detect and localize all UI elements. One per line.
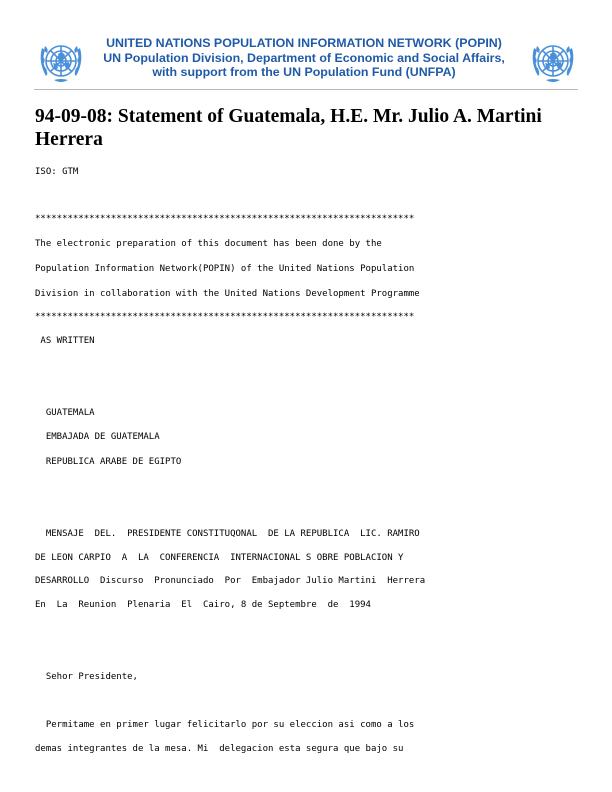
un-emblem-icon [36, 36, 86, 86]
header-line-support: with support from the UN Population Fund (UNFPA) [152, 65, 456, 80]
body-line: EMBAJADA DE GUATEMALA [35, 432, 160, 442]
body-line: The electronic preparation of this document has been done by the [35, 239, 382, 249]
header-line-organization: UNITED NATIONS POPULATION INFORMATION NETWORK (POPIN) [106, 36, 502, 50]
popin-header [30, 34, 578, 88]
body-line: Permitame en primer lugar felicitarlo por su eleccion asi como a los [35, 720, 415, 730]
body-line: REPUBLICA ARABE DE EGIPTO [35, 457, 182, 467]
header-divider [34, 89, 578, 90]
header-text [90, 36, 518, 80]
body-line: En La Reunion Plenaria El Cairo, 8 de Septembre de 1994 [35, 600, 371, 610]
page-title: 94-09-08: Statement of Guatemala, H.E. Mr. Julio A. Martini Herrera [35, 106, 542, 150]
iso-code: ISO: GTM [35, 167, 79, 177]
body-line: DESARROLLO Discurso Pronunciado Por Embajador Julio Martini Herrera [35, 576, 426, 586]
body-line: Division in collaboration with the United Nations Development Programme [35, 289, 420, 299]
separator-line: ********************************************************************** [35, 214, 415, 224]
separator-line: ********************************************************************** [35, 312, 415, 322]
body-line: demas integrantes de la mesa. Mi delegacion esta segura que bajo su [35, 744, 404, 754]
body-line: AS WRITTEN [35, 336, 95, 346]
header-line-division: UN Population Division, Department of Economic and Social Affairs, [103, 50, 505, 65]
body-line: MENSAJE DEL. PRESIDENTE CONSTITUQONAL DE LA REPUBLICA LIC. RAMIRO [35, 529, 420, 539]
salutation: Sehor Presidente, [35, 672, 138, 682]
un-emblem-icon [528, 36, 578, 86]
body-line: DE LEON CARPIO A LA CONFERENCIA INTERNACIONAL S OBRE POBLACION Y [35, 553, 404, 563]
body-line: GUATEMALA [35, 408, 95, 418]
body-line: Population Information Network(POPIN) of the United Nations Population [35, 264, 415, 274]
